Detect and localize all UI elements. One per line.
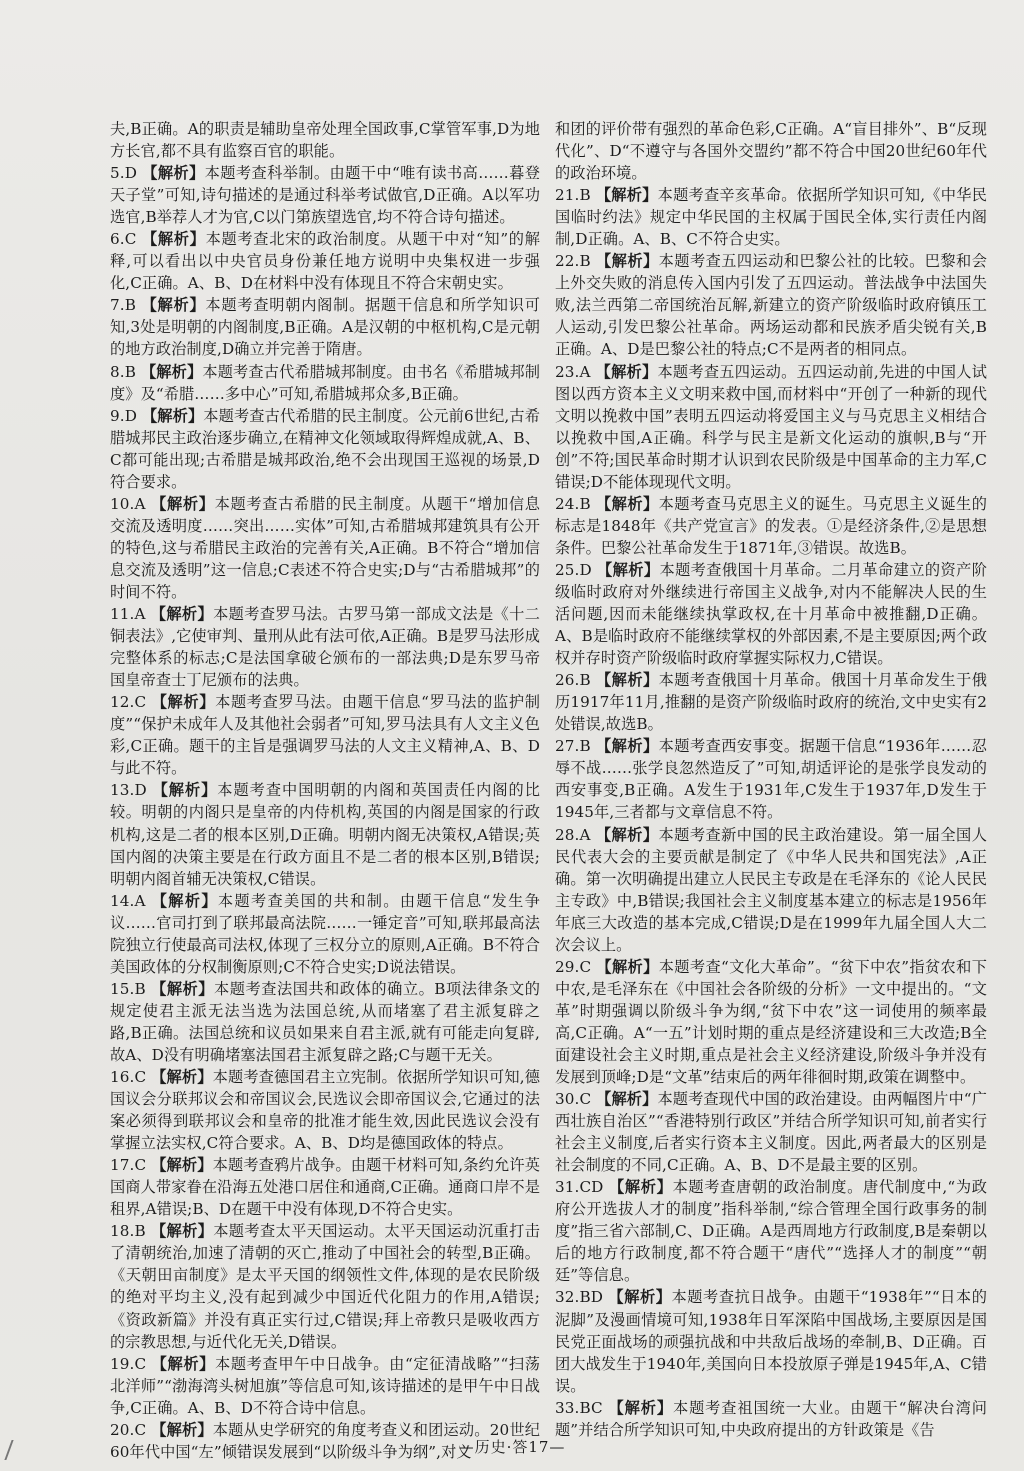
answer-number: 33.BC: [555, 1398, 603, 1417]
answer-text: 本题考查法国共和政体的确立。B项法律条文的规定使君主派无法当选为法国总统,从而堵塞了君主派复辟之路,B正确。法国总统和议员如果来自君主派,就有可能走向复辟,故A、D没有明确堵塞法国君主派复辟之路;C与题干无关。: [110, 979, 540, 1064]
analysis-tag: 【解析】: [151, 979, 215, 998]
left-column: [110, 118, 540, 1463]
analysis-tag: 【解析】: [596, 494, 659, 513]
answer-number: 30.C: [555, 1090, 592, 1109]
answer-text: 本题考查科举制。由题干中“唯有读书高……暮登天子堂”可知,诗句描述的是通过科举考试做官,D正确。A以军功选官,B举荐人才为官,C以门第族望选官,均不符合诗句描述。: [110, 164, 540, 227]
analysis-tag: 【解析】: [150, 1222, 214, 1241]
answer-entry: [555, 559, 987, 669]
answer-entry: [555, 361, 987, 493]
answer-text: 和团的评价带有强烈的革命色彩,C正确。A“盲目排外”、B“反现代化”、D“不遵守与各国外交盟约”都不符合中国20世纪60年代的政治环境。: [555, 120, 987, 183]
answer-entry: [555, 669, 987, 735]
answer-number: 22.B: [555, 252, 591, 271]
answer-entry: [110, 294, 540, 360]
answer-number: 28.A: [555, 825, 591, 844]
answer-number: 6.C: [110, 230, 137, 249]
answer-text: 本题考查马克思主义的诞生。马克思主义诞生的标志是1848年《共产党宣言》的发表。①是经济条件,②是思想条件。巴黎公社革命发生于1871年,③错误。故选B。: [555, 494, 987, 557]
answer-entry: [555, 250, 987, 360]
answer-entry: [110, 779, 540, 889]
answer-text: 本题考查甲午中日战争。由“定征清战略”“扫荡北洋师”“渤海湾头树旭旗”等信息可知,该诗描述的是甲午中日战争,C正确。A、B、D不符合诗中信息。: [110, 1354, 540, 1417]
analysis-tag: 【解析】: [140, 362, 203, 381]
answer-entry: [555, 1397, 987, 1441]
analysis-tag: 【解析】: [608, 1288, 672, 1307]
answer-number: 20.C: [110, 1420, 147, 1439]
answer-entry: [555, 1286, 987, 1396]
analysis-tag: 【解析】: [596, 957, 659, 976]
answer-entry: [110, 162, 540, 228]
answer-number: 21.B: [555, 186, 591, 205]
answer-entry: [110, 1066, 540, 1154]
analysis-tag: 【解析】: [608, 1178, 673, 1197]
answer-entry: [110, 978, 540, 1066]
analysis-tag: 【解析】: [596, 737, 659, 756]
analysis-tag: 【解析】: [151, 1354, 216, 1373]
answer-entry: [110, 405, 540, 493]
answer-number: 19.C: [110, 1354, 147, 1373]
answer-number: 18.B: [110, 1222, 146, 1241]
answer-entry: [555, 824, 987, 956]
answer-text: 本题考查西安事变。据题干信息“1936年……忍辱不战……张学良忽然造反了”可知,胡适评论的是张学良发动的西安事变,B正确。A发生于1931年,C发生于1937年,D发生于1945年,三者都与文章信息不符。: [555, 737, 987, 822]
answer-entry: [110, 493, 540, 603]
analysis-tag: 【解析】: [151, 891, 218, 910]
analysis-tag: 【解析】: [141, 406, 204, 425]
answer-number: 27.B: [555, 737, 591, 756]
answer-text: 本题考查抗日战争。由题干“1938年”“日本的泥脚”及漫画情境可知,1938年日军深陷中国战场,主要原因是国民党正面战场的顽强抗战和中共敌后战场的牵制,B、D正确。百团大战发生于1940年,美国向日本投放原子弹是1945年,A、C错误。: [555, 1288, 987, 1395]
answer-text: 本题考查古代希腊城邦制度。由书名《希腊城邦制度》及“希腊……多中心”可知,希腊城邦众多,B正确。: [110, 362, 540, 403]
answer-number: 24.B: [555, 494, 591, 513]
answer-text: 本题从史学研究的角度考查义和团运动。20世纪60年代中国“左”倾错误发展到“以阶级斗争为纲”,对义: [110, 1420, 540, 1461]
answer-text: 本题考查现代中国的政治建设。由两幅图片中“广西壮族自治区”“香港特别行政区”并结合所学知识可知,前者实行社会主义制度,后者实行资本主义制度。因此,两者最大的区别是社会制度的不同,C正确。A、B、D不是最主要的区别。: [555, 1090, 987, 1175]
answer-entry: [555, 956, 987, 1088]
analysis-tag: 【解析】: [595, 186, 658, 205]
answer-text: 本题考查鸦片战争。由题干材料可知,条约允许英国商人带家眷在沿海五处港口居住和通商,C正确。通商口岸不是租界,A错误;B、D在题干中没有体现,D不符合史实。: [110, 1156, 540, 1219]
analysis-tag: 【解析】: [151, 1156, 213, 1175]
answer-number: 29.C: [555, 957, 592, 976]
answer-number: 16.C: [110, 1068, 147, 1087]
answer-number: 11.A: [110, 605, 146, 624]
answer-text: 本题考查明朝内阁制。据题干信息和所学知识可知,3处是明朝的内阁制度,B正确。A是汉朝的中枢机构,C是元朝的地方政治制度,D确立并完善于隋唐。: [110, 296, 540, 359]
answer-number: 8.B: [110, 362, 136, 381]
answer-text: 本题考查新中国的民主政治建设。第一届全国人民代表大会的主要贡献是制定了《中华人民共和国宪法》,A正确。第一次明确提出建立人民民主专政是在毛泽东的《论人民民主专政》中,B错误;我国社会主义制度基本建立的标志是1956年年底三大改造的基本完成,C错误;D是在1999年九届全国人大二次会议上。: [555, 825, 987, 954]
analysis-tag: 【解析】: [150, 605, 214, 624]
analysis-tag: 【解析】: [597, 560, 660, 579]
answer-text: 本题考查古代希腊的民主制度。公元前6世纪,古希腊城邦民主政治逐步确立,在精神文化领域取得辉煌成就,A、B、C都可能出现;古希腊是城邦政治,绝不会出现国王巡视的场景,D符合要求。: [110, 406, 541, 491]
answer-number: 31.CD: [555, 1178, 604, 1197]
answer-entry: [110, 361, 540, 405]
analysis-tag: 【解析】: [596, 252, 659, 271]
answer-number: 14.A: [110, 891, 146, 910]
answer-text: 本题考查罗马法。古罗马第一部成文法是《十二铜表法》,它使审判、量刑从此有法可依,A正确。B是罗马法形成完整体系的标志;C是法国拿破仑颁布的一部法典;D是东罗马帝国皇帝查士丁尼颁布的法典。: [110, 605, 540, 690]
answer-text: 本题考查“文化大革命”。“贫下中农”指贫农和下中农,是毛泽东在《中国社会各阶级的分析》一文中提出的。“文革”时期强调以阶级斗争为纲,“贫下中农”这一词使用的频率最高,C正确。A“一五”计划时期的重点是经济建设和三大改造;B全面建设社会主义时期,重点是社会主义经济建设,阶级斗争并没有发展到顶峰;D是“文革”结束后的两年徘徊时期,政策在调整中。: [555, 957, 987, 1087]
analysis-tag: 【解析】: [151, 693, 216, 712]
answer-text: 本题考查北宋的政治制度。从题干中对“知”的解释,可以看出以中央官员身份兼任地方说明中央集权进一步强化,C正确。A、B、D在材料中没有体现且不符合宋朝史实。: [110, 230, 540, 293]
answer-entry: [110, 603, 540, 691]
answer-entry: [555, 1176, 987, 1286]
answer-text: 本题考查祖国统一大业。由题干“解决台湾问题”并结合所学知识可知,中央政府提出的方针政策是《告: [555, 1398, 988, 1439]
analysis-tag: 【解析】: [151, 1420, 213, 1439]
answer-number: 25.D: [555, 560, 592, 579]
answer-number: 12.C: [110, 693, 147, 712]
analysis-tag: 【解析】: [152, 781, 218, 800]
analysis-tag: 【解析】: [608, 1398, 673, 1417]
answer-entry: [555, 1088, 987, 1176]
page-footer: —历史·答17—: [458, 1438, 566, 1456]
answer-text: 夫,B正确。A的职责是辅助皇帝处理全国政事,C掌管军事,D为地方长官,都不具有监察百官的职能。: [110, 120, 540, 161]
analysis-tag: 【解析】: [141, 230, 206, 249]
answer-entry: [110, 1353, 540, 1419]
answer-number: 5.D: [110, 164, 137, 183]
analysis-tag: 【解析】: [596, 1090, 658, 1109]
answer-text: 本题考查五四运动。五四运动前,先进的中国人试图以西方资本主义文明来救中国,而材料中“开创了一种新的现代文明以挽救中国”表明五四运动将爱国主义与马克思主义相结合以挽救中国,A正确。科学与民主是新文化运动的旗帜,B与“开创”不符;国民革命时期才认识到农民阶级是中国革命的主力军,C错误;D不能体现现代文明。: [555, 362, 987, 491]
answer-continuation: [110, 118, 540, 162]
answer-entry: [110, 1220, 540, 1352]
answer-number: 13.D: [110, 781, 147, 800]
answer-text: 本题考查罗马法。由题干信息“罗马法的监护制度”“保护未成年人及其他社会弱者”可知,罗马法具有人文主义色彩,C正确。题干的主旨是强调罗马法的人文主义精神,A、B、D与此不符。: [110, 693, 540, 778]
answer-text: 本题考查美国的共和制。由题干信息“发生争议……官司打到了联邦最高法院……一锤定音”可知,联邦最高法院独立行使最高司法权,体现了三权分立的原则,A正确。B不符合美国政体的分权制衡原则;C不符合史实;D说法错误。: [110, 891, 541, 976]
answer-entry: [110, 890, 540, 978]
answer-text: 本题考查中国明朝的内阁和英国责任内阁的比较。明朝的内阁只是皇帝的内侍机构,英国的内阁是国家的行政机构,这是二者的根本区别,D正确。明朝内阁无决策权,A错误;英国内阁的决策主要是在行政方面且不是二者的根本区别,B错误;明朝内阁首辅无决策权,C错误。: [110, 781, 541, 888]
answer-text: 本题考查德国君主立宪制。依据所学知识可知,德国议会分联邦议会和帝国议会,民选议会即帝国议会,它通过的法案必须得到联邦议会和皇帝的批准才能生效,因此民选议会没有掌握立法实权,C符合要求。A、B、D均是德国政体的特点。: [110, 1068, 540, 1153]
answer-number: 23.A: [555, 362, 591, 381]
analysis-tag: 【解析】: [595, 825, 659, 844]
answer-continuation: [555, 118, 987, 184]
answer-entry: [555, 184, 987, 250]
answer-number: 9.D: [110, 406, 137, 425]
answer-number: 32.BD: [555, 1288, 603, 1307]
analysis-tag: 【解析】: [142, 164, 205, 183]
right-column: [555, 118, 987, 1441]
answer-entry: [110, 228, 540, 294]
analysis-tag: 【解析】: [596, 671, 659, 690]
answer-text: 本题考查俄国十月革命。俄国十月革命发生于俄历1917年11月,推翻的是资产阶级临时政府的统治,文中史实有2处错误,故选B。: [555, 671, 987, 734]
answer-number: 17.C: [110, 1156, 147, 1175]
analysis-tag: 【解析】: [151, 494, 215, 513]
answer-entry: [110, 1154, 540, 1220]
answer-number: 15.B: [110, 979, 146, 998]
analysis-tag: 【解析】: [595, 362, 658, 381]
answer-text: 本题考查唐朝的政治制度。唐代制度中,“为政府公开选拔人才的制度”指科举制,“综合管理全国行政事务的制度”指三省六部制,C、D正确。A是西周地方行政制度,B是秦朝以后的地方行政制度,都不符合题干“唐代”“选择人才的制度”“朝廷”等信息。: [555, 1178, 987, 1285]
answer-entry: [110, 691, 540, 779]
answer-text: 本题考查辛亥革命。依据所学知识可知,《中华民国临时约法》规定中华民国的主权属于国民全体,实行责任内阁制,D正确。A、B、C不符合史实。: [555, 186, 987, 249]
answer-text: 本题考查俄国十月革命。二月革命建立的资产阶级临时政府对外继续进行帝国主义战争,对内不能解决人民的生活问题,因而未能继续执掌政权,在十月革命中被推翻,D正确。A、B是临时政府不能继续掌权的外部因素,不是主要原因;两个政权并存时资产阶级临时政府掌握实际权力,C错误。: [555, 560, 987, 668]
answer-number: 26.B: [555, 671, 591, 690]
answer-entry: [555, 735, 987, 823]
analysis-tag: 【解析】: [141, 296, 206, 315]
analysis-tag: 【解析】: [151, 1068, 213, 1087]
answer-text: 本题考查太平天国运动。太平天国运动沉重打击了清朝统治,加速了清朝的灭亡,推动了中国社会的转型,B正确。《天朝田亩制度》是太平天国的纲领性文件,体现的是农民阶级的绝对平均主义,没有起到减少中国近代化阻力的作用,A错误;《资政新篇》并没有真正实行过,C错误;拜上帝教只是吸收西方的宗教思想,与近代化无关,D错误。: [110, 1222, 540, 1351]
answer-number: 7.B: [110, 296, 136, 315]
answer-number: 10.A: [110, 494, 146, 513]
answer-entry: [555, 493, 987, 559]
answer-text: 本题考查古希腊的民主制度。从题干“增加信息交流及透明度……突出……实体”可知,古希腊城邦建筑具有公开的特色,这与希腊民主政治的完善有关,A正确。B不符合“增加信息交流及透明”这一信息;C表述不符合史实;D与“古希腊城邦”的时间不符。: [110, 494, 540, 601]
answer-text: 本题考查五四运动和巴黎公社的比较。巴黎和会上外交失败的消息传入国内引发了五四运动。普法战争中法国失败,法兰西第二帝国统治瓦解,新建立的资产阶级临时政府镇压工人运动,引发巴黎公社革命。两场运动都和民族矛盾尖锐有关,B正确。A、D是巴黎公社的特点;C不是两者的相同点。: [555, 252, 987, 359]
